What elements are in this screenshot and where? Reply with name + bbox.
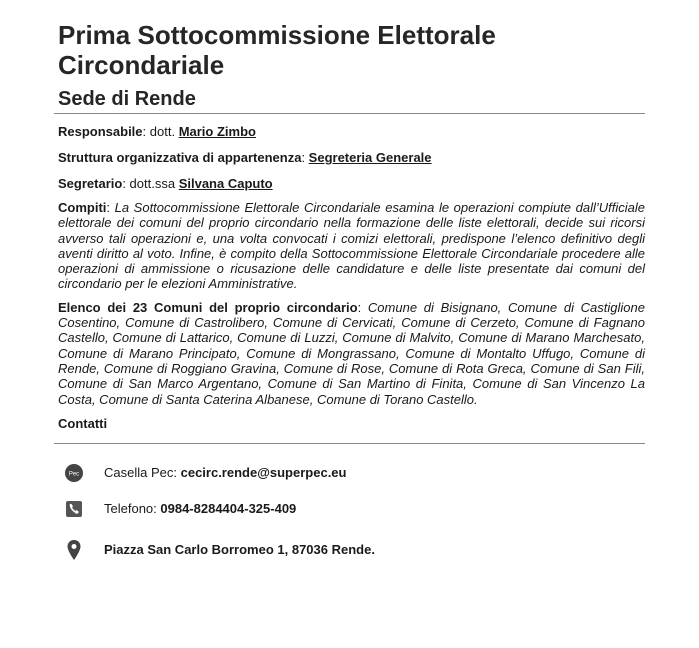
contatti-heading: Contatti (58, 415, 108, 431)
pec-icon-text: Pec (68, 471, 80, 478)
pec-badge-icon (64, 463, 84, 483)
page-title (58, 20, 645, 80)
responsabile-prefix: dott. (149, 124, 176, 139)
compiti-label: Compiti (58, 200, 107, 215)
title-line-2: Circondariale (58, 50, 225, 80)
compiti-text: La Sottocommissione Elettorale Circondariale esamina le operazioni compiute dall’Ufficiale elettorale dei comuni del proprio circondario nella formazione delle liste elettorali, decide sui ricorsi avverso tali operazioni e, una volta convocati i comizi elettorali, predispone l’elenco definitivo degli aventi diritto al voto. Infine, è compito della Sottocommissione Elettorale Circondariale procedere alle operazioni di ammissione o ricusazione delle candidature e delle liste presentate dai comuni del circondario per le elezioni Amministrative. (58, 200, 645, 292)
segretario-field: Segretario: dott.ssa Silvana Caputo (58, 176, 273, 191)
elenco-label: Elenco dei 23 Comuni del proprio circondario (58, 299, 358, 315)
elenco-paragraph: Elenco dei 23 Comuni del proprio circondario: Comune di Bisignano, Comune di Castiglione Cosentino, Comune di Castrolibero, Comune di Cervicati, Comune di Cerzeto, Comune di Fagnano Castello, Comune di Lattarico, Comune di Luzzi, Comune di Malvito, Comune di Marano Marchesato, Comune di Marano Principato, Comune di Mongrassano, Comune di Montalto Uffugo, Comune di Rende, Comune di Roggiano Gravina, Comune di Rose, Comune di Rota Greca, Comune di San Fili, Comune di San Marco Argentano, Comune di San Martino di Finita, Comune di San Vincenzo La Costa, Comune di Santa Caterina Albanese, Comune di Torano Castello. (58, 299, 645, 407)
responsabile-name: Mario Zimbo (178, 124, 256, 139)
responsabile-label: Responsabile (58, 124, 143, 139)
contatti-divider (54, 443, 645, 444)
struttura-label: Struttura organizzativa di appartenenza (58, 150, 302, 165)
compiti-paragraph: Compiti: La Sottocommissione Elettorale Circondariale esamina le operazioni compiute dall’Ufficiale elettorale dei comuni del proprio circondario nella formazione delle liste elettorali, decide sui ricorsi avverso tali operazioni e, una volta convocati i comizi elettorali, predispone l’elenco definitivo degli aventi diritto al voto. Infine, è compito della Sottocommissione Elettorale Circondariale procedere alle operazioni di ammissione o ricusazione delle candidature e delle liste presentate dai comuni del circondario per le elezioni Amministrative. (58, 200, 645, 292)
page-subtitle: Sede di Rende (58, 88, 196, 110)
telefono-row (64, 498, 645, 520)
segretario-name: Silvana Caputo (178, 176, 273, 191)
pec-value[interactable]: cecirc.rende@superpec.eu (180, 465, 347, 481)
segretario-prefix: dott.ssa (129, 176, 176, 191)
phone-icon (64, 499, 84, 519)
divider (54, 113, 645, 114)
telefono-value[interactable]: 0984-8284404-325-409 (160, 501, 297, 517)
responsabile-field: Responsabile: dott. Mario Zimbo (58, 124, 256, 139)
pec-row (64, 462, 645, 484)
indirizzo-value: Piazza San Carlo Borromeo 1, 87036 Rende. (104, 542, 375, 558)
pec-label: Casella Pec: (104, 465, 177, 481)
title-line-1: Prima Sottocommissione Elettorale (58, 20, 496, 50)
indirizzo-row (64, 539, 645, 561)
elenco-text: Comune di Bisignano, Comune di Castiglione Cosentino, Comune di Castrolibero, Comune di Cervicati, Comune di Cerzeto, Comune di Fagnano Castello, Comune di Lattarico, Comune di Luzzi, Comune di Malvito, Comune di Marano Marchesato, Comune di Marano Principato, Comune di Mongrassano, Comune di Montalto Uffugo, Comune di Rende, Comune di Roggiano Gravina, Comune di Rose, Comune di Rota Greca, Comune di San Fili, Comune di San Marco Argentano, Comune di San Martino di Finita, Comune di San Vincenzo La Costa, Comune di Santa Caterina Albanese, Comune di Torano Castello. (58, 299, 645, 407)
segretario-label: Segretario (58, 176, 123, 191)
struttura-field: Struttura organizzativa di appartenenza: Segreteria Generale (58, 150, 432, 165)
struttura-value: Segreteria Generale (308, 150, 432, 165)
telefono-label: Telefono: (104, 501, 157, 517)
map-pin-icon (64, 540, 84, 560)
